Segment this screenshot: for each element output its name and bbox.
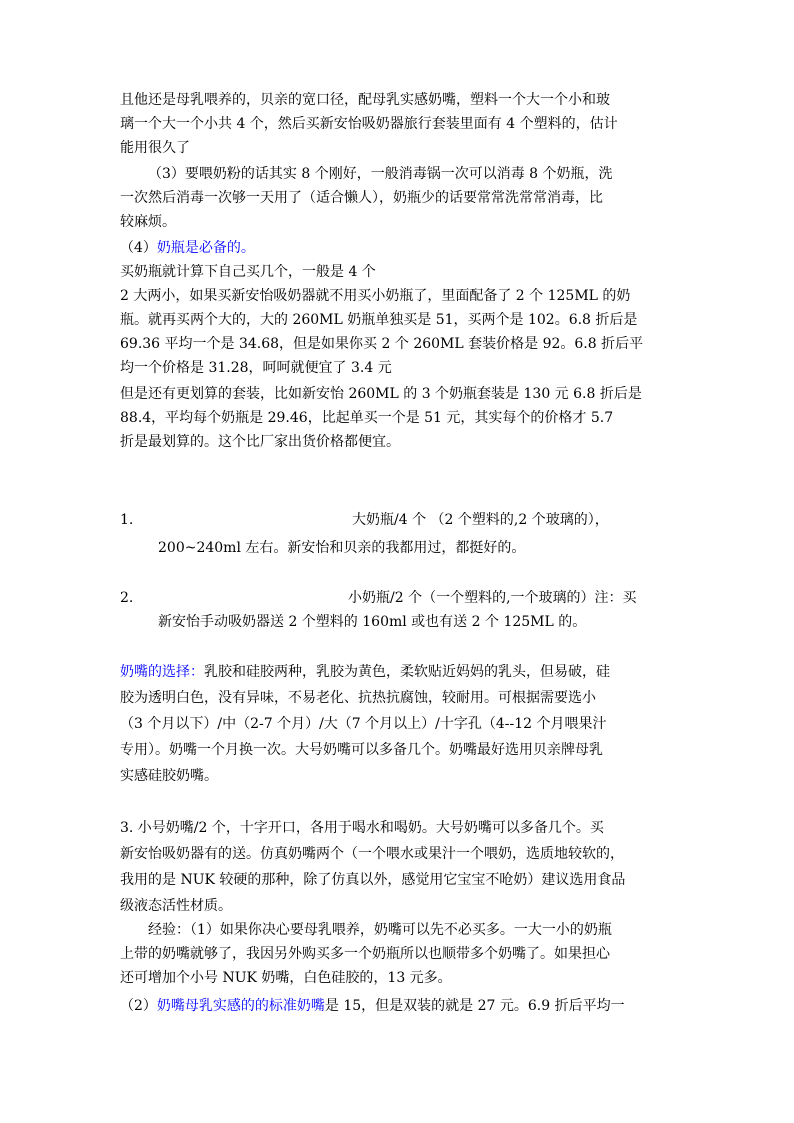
last-line-prefix: （2） [120, 998, 157, 1014]
paragraph-line: 能用很久了 [120, 140, 190, 156]
paragraph-line: 且他还是母乳喂养的，贝亲的宽口径，配母乳实感奶嘴，塑料一个大一个小和玻 [120, 92, 610, 108]
paragraph-line: 胶为透明白色，没有异味，不易老化、抗热抗腐蚀，较耐用。可根据需要选小 [120, 690, 596, 706]
paragraph-line: 一次然后消毒一次够一天用了（适合懒人），奶瓶少的话要常常洗常常消毒，比 [120, 190, 603, 206]
heading-prefix: （4） [120, 240, 157, 256]
paragraph-line: （3）要喂奶粉的话其实 8 个刚好，一般消毒锅一次可以消毒 8 个奶瓶，洗 [148, 166, 613, 182]
list-item-number: 2. [120, 590, 134, 606]
paragraph-line: （3 个月以下）/中（2-7 个月）/大（7 个月以上）/十字孔（4--12 个月喂果汁 [120, 716, 607, 732]
nipple-selection-text: 乳胶和硅胶两种，乳胶为黄色，柔软贴近妈妈的乳头，但易破，硅 [204, 664, 610, 680]
last-line-rest: 是 15，但是双装的就是 27 元。6.9 折后平均一 [324, 998, 625, 1014]
paragraph-line: 折是最划算的。这个比厂家出货价格都便宜。 [120, 434, 400, 450]
paragraph-line: 专用）。奶嘴一个月换一次。大号奶嘴可以多备几个。奶嘴最好选用贝亲牌母乳 [120, 742, 603, 758]
paragraph-line: 级液态活性材质。 [120, 898, 232, 914]
paragraph-line: 较麻烦。 [120, 214, 176, 230]
paragraph-line: 瓶。就再买两个大的，大的 260ML 奶瓶单独买是 51，买两个是 102。6.8 折后是 [120, 312, 638, 328]
list-item-number: 1. [120, 512, 134, 528]
paragraph-line: 我用的是 NUK 较硬的那种，除了仿真以外，感觉用它宝宝不呛奶）建议选用食品 [120, 872, 626, 888]
paragraph-line: 经验：（1）如果你决心要母乳喂养，奶嘴可以先不必买多。一大一小的奶瓶 [148, 922, 612, 938]
nipple-selection-line [120, 660, 610, 684]
paragraph-line: 3. 小号奶嘴/2 个，十字开口，各用于喝水和喝奶。大号奶嘴可以多备几个。买 [120, 820, 604, 836]
paragraph-line: 均一个价格是 31.28，呵呵就便宜了 3.4 元 [120, 360, 392, 376]
nipple-selection-label: 奶嘴的选择： [120, 664, 204, 680]
list-item-continuation: 200~240ml 左右。新安怡和贝亲的我都用过，都挺好的。 [158, 540, 526, 556]
paragraph-line: 买奶瓶就计算下自己买几个，一般是 4 个 [120, 264, 376, 280]
list-item-text: 小奶瓶/2 个（一个塑料的,一个玻璃的）注：买 [348, 590, 637, 606]
paragraph-line: 还可增加个小号 NUK 奶嘴，白色硅胶的，13 元多。 [120, 970, 452, 986]
paragraph-line: 69.36 平均一个是 34.68，但是如果你买 2 个 260ML 套装价格是 92。6.8 折后平 [120, 336, 644, 352]
paragraph-line: 2 大两小，如果买新安怡吸奶器就不用买小奶瓶了，里面配备了 2 个 125ML 的奶 [120, 288, 631, 304]
section-heading [120, 236, 255, 260]
paragraph-line: 上带的奶嘴就够了，我因另外购买多一个奶瓶所以也顺带多个奶嘴了。如果担心 [120, 946, 610, 962]
list-item-continuation: 新安怡手动吸奶器送 2 个塑料的 160ml 或也有送 2 个 125ML 的。 [158, 614, 587, 630]
paragraph-line: 88.4，平均每个奶瓶是 29.46，比起单买一个是 51 元，其实每个的价格才 5.7 [120, 410, 614, 426]
last-line-highlight: 奶嘴母乳实感的的标准奶嘴 [156, 998, 325, 1014]
paragraph-line: 但是还有更划算的套装，比如新安怡 260ML 的 3 个奶瓶套装是 130 元 6.8 折后是 [120, 386, 642, 402]
paragraph-line: 璃一个大一个小共 4 个，然后买新安怡吸奶器旅行套装里面有 4 个塑料的，估计 [120, 116, 618, 132]
paragraph-line: 实感硅胶奶嘴。 [120, 768, 218, 784]
paragraph-line: 新安怡吸奶器有的送。仿真奶嘴两个（一个喂水或果汁一个喂奶，选质地较软的， [120, 846, 624, 862]
list-item-text: 大奶瓶/4 个 （2 个塑料的,2 个玻璃的）， [352, 512, 609, 528]
last-line [120, 994, 625, 1018]
heading-highlight: 奶瓶是必备的。 [156, 240, 255, 256]
